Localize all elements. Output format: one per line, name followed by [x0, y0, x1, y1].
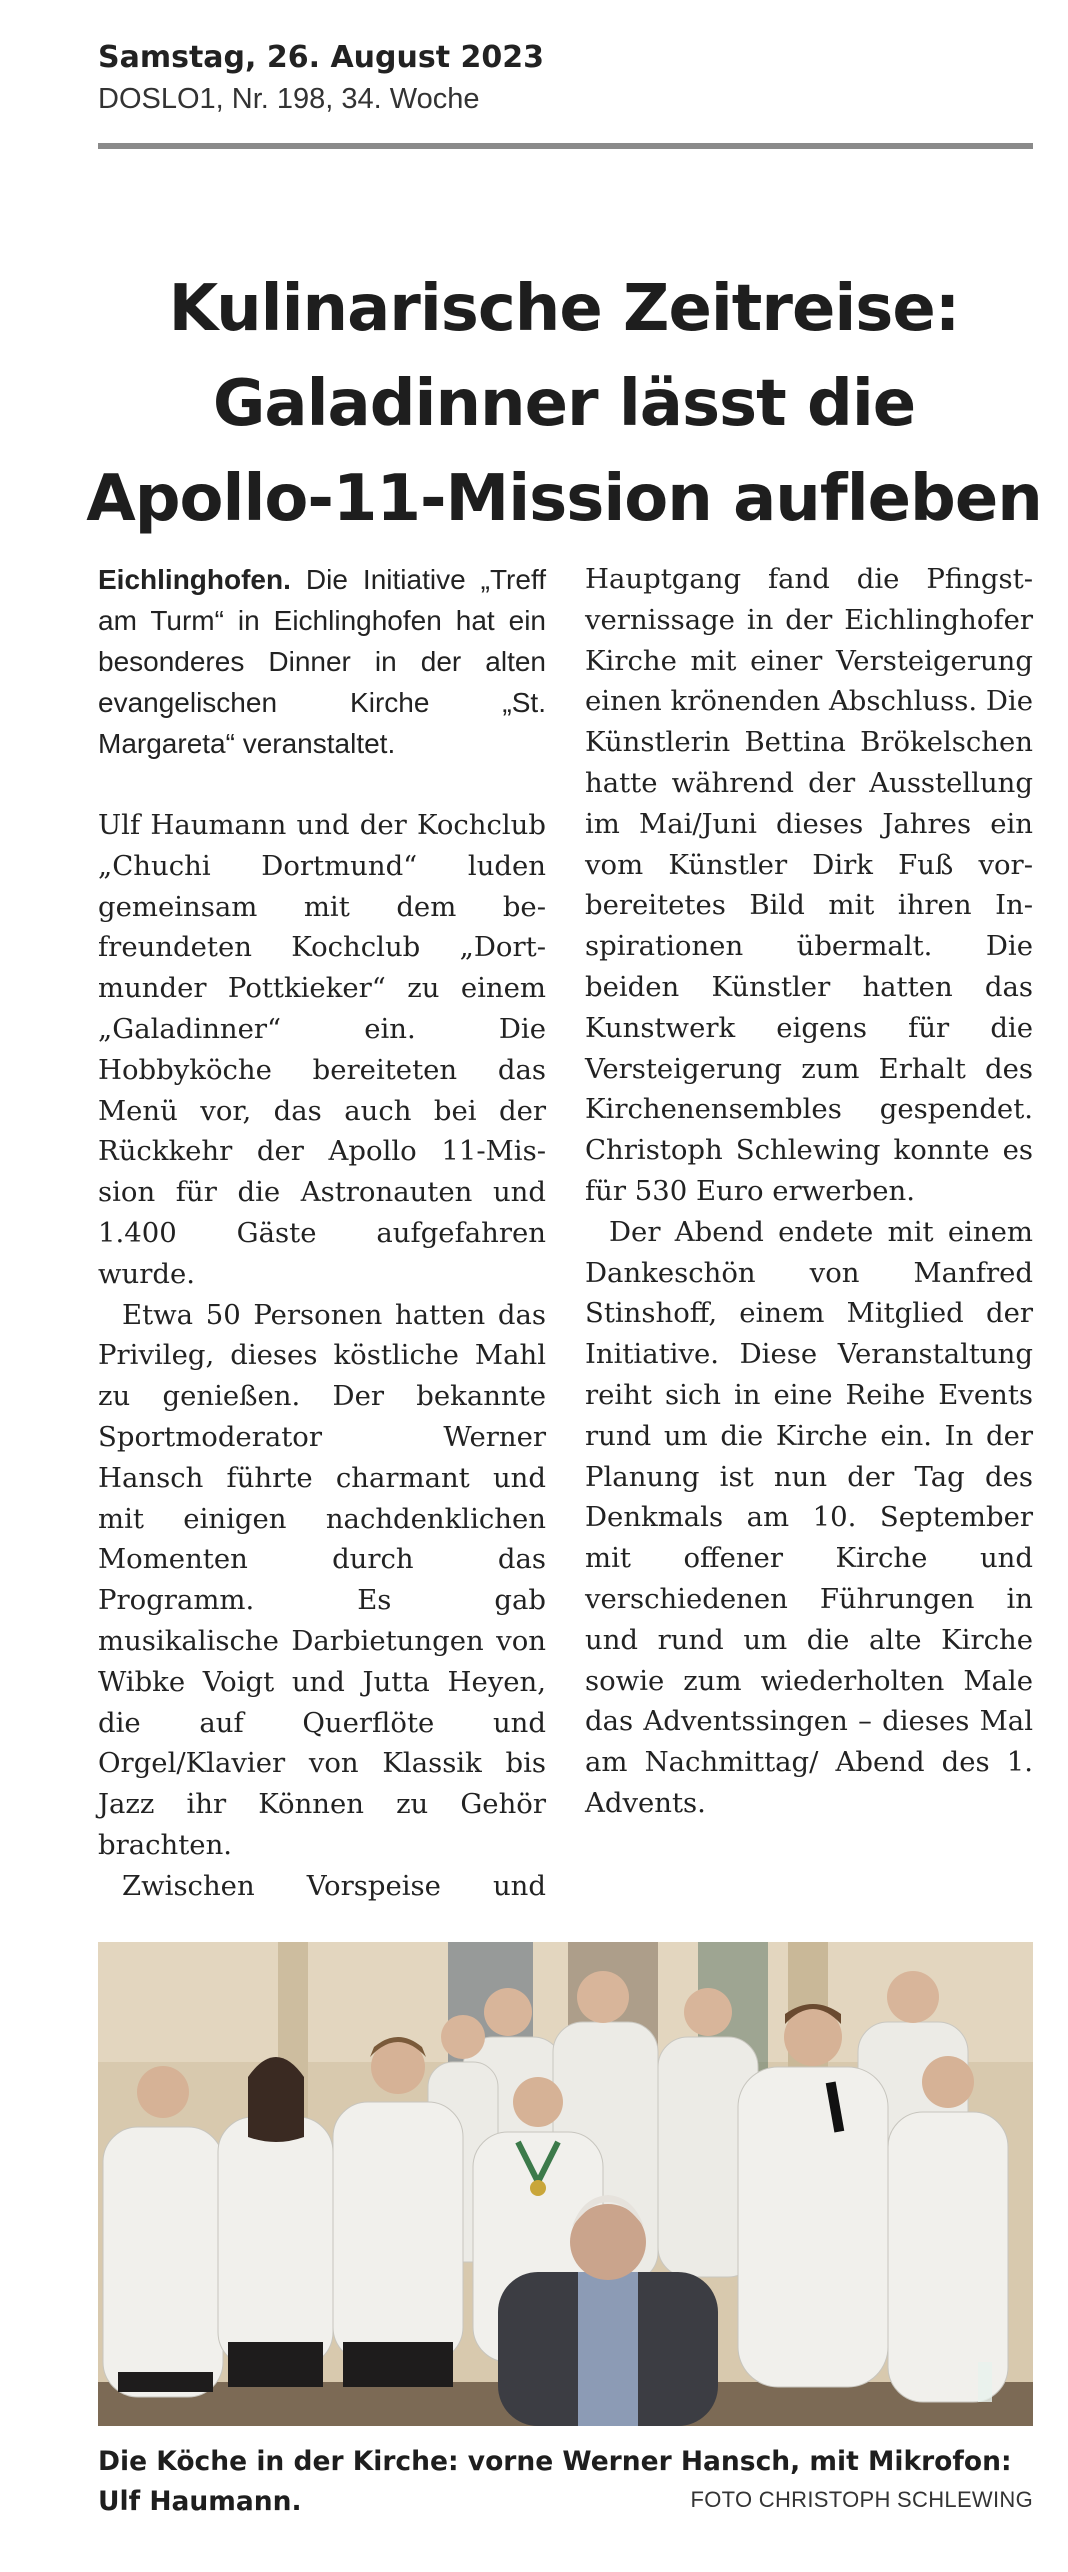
headline-line-2: Galadinner lässt die: [212, 367, 916, 441]
article-column-left: [98, 559, 546, 1907]
headline-line-3: Apollo-11-Mission aufleben: [86, 462, 1042, 536]
article-lead: [98, 559, 546, 764]
photo-caption: Die Köche in der Kirche: vorne Werner Hansch, mit Mikrofon: Ulf Haumann.: [98, 2446, 1012, 2517]
headline-line-1: Kulinarische Zeitreise:: [168, 272, 960, 346]
publication-date: Samstag, 26. August 2023: [98, 40, 545, 75]
body-paragraph-2: Etwa 50 Personen hatten das Privileg, dieses köstliche Mahl zu genießen. Der bekannte Sportmoderator Werner Hansch führte charmant und mit einigen nachdenklichen Momenten durch das Programm. Es gab musikalische Darbietungen von Wibke Voigt und Jutta Heyen, die auf Querflöte und Orgel/Klavier von Klassik bis Jazz ihr Können zu Gehör brachten.: [98, 1298, 546, 1861]
chefs-group-photo: [98, 1942, 1033, 2426]
body-paragraph-5: Der Abend endete mit einem Dankeschön von Manfred Stinshoff, einem Mitglied der Initiative. Diese Veranstaltung reiht sich in eine Reihe Events rund um die Kirche ein. In der Planung ist nun der Tag des Denkmals am 10. September mit offener Kirche und verschiedenen Führungen in und rund um die alte Kirche sowie zum wiederholten Male das Adventssingen – dieses Mal am Nachmittag/ Abend des 1. Advents.: [585, 1215, 1033, 1819]
article-photo: [98, 1942, 1033, 2426]
lead-text: Die Initiative „Treff am Turm“ in Eichlinghofen hat ein besonderes Dinner in der alten evangelischen Kirche „St. Margareta“ veranstaltet.: [98, 564, 546, 759]
issue-info: DOSLO1, Nr. 198, 34. Woche: [98, 83, 480, 115]
photo-credit: FOTO CHRISTOPH SCHLEWING: [690, 2487, 1033, 2512]
article-column-right: [585, 559, 1033, 1824]
header-divider: [98, 143, 1033, 149]
paragraph-gap: [98, 764, 546, 805]
article-headline: [60, 262, 1068, 547]
body-paragraph-1: Ulf Haumann und der Kochclub „Chuchi Dortmund“ luden gemeinsam mit dem befreundeten Kochclub „Dortmunder Pottkieker“ zu einem „Galadinner“ ein. Die Hobbyköche bereiteten das Menü vor, das auch bei der Rückkehr der Apollo 11-Mission für die Astronauten und 1.400 Gäste aufgefahren wurde.: [98, 809, 546, 1290]
body-paragraph-4: Hauptgang fand die Pfingstvernissage in der Eichlinghofer Kirche mit einer Versteigerung einen krönenden Abschluss. Die Künstlerin Bettina Brökelschen hatte während der Ausstellung im Mai/Juni dieses Jahres ein vom Künstler Dirk Fuß vorbereitetes Bild mit ihren Inspirationen übermalt. Die beiden Künstler hatten das Kunstwerk eigens für die Versteigerung zum Erhalt des Kirchenensembles gespendet. Christoph Schlewing konnte es für 530 Euro erwerben.: [585, 563, 1033, 1207]
body-paragraph-3: Zwischen Vorspeise und: [122, 1869, 546, 1902]
lead-place: Eichlinghofen.: [98, 564, 291, 595]
